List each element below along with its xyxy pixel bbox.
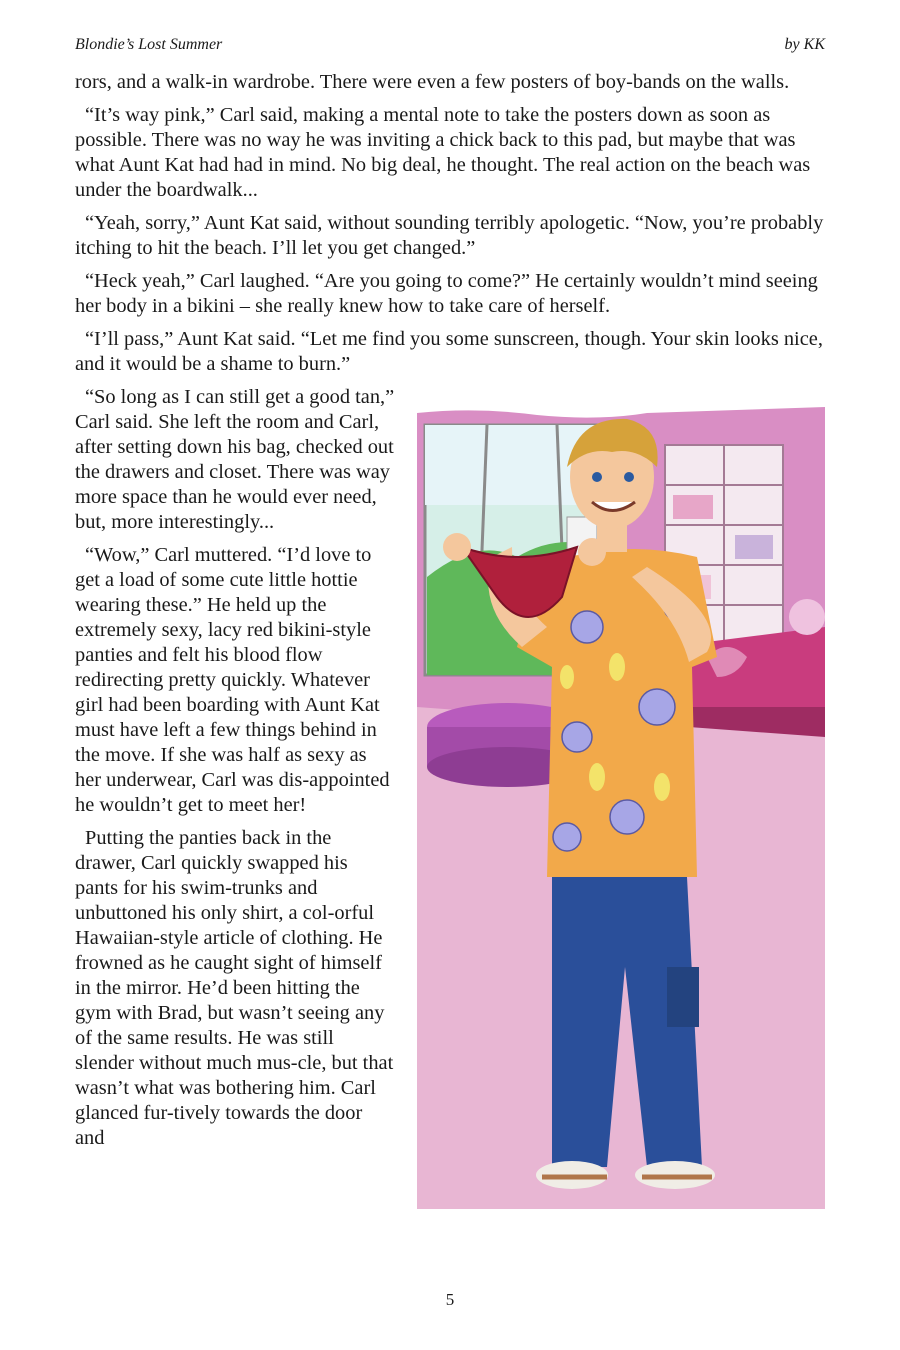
paragraph: “It’s way pink,” Carl said, making a mental note to take the posters down as soon as possible. There was no way he was inviting a chick back to this pad, but maybe that was what Aunt Kat had had in mind. No big deal, he thought. The real action on the beach was under the boardwalk... [75, 104, 811, 201]
illustration [417, 407, 825, 1209]
running-head [75, 36, 825, 60]
paragraph: Putting the panties back in the drawer, Carl quickly swapped his pants for his swim-trunks and unbuttoned his only shirt, a col-orful Hawaiian-style article of clothing. He frowned as he caught sight of himself in the mirror. He’d been hitting the gym with Brad, but wasn’t seeing any of the same results. He was still slender without much mus-cle, but that wasn’t what was bothering him. Carl glanced fur-tively towards the door and [75, 827, 394, 1149]
paragraph: “I’ll pass,” Aunt Kat said. “Let me find you some sunscreen, though. Your skin looks nice, and it would be a shame to burn.” [75, 328, 823, 375]
author-credit: by KK [784, 36, 825, 53]
paragraph: rors, and a walk-in wardrobe. There were even a few posters of boy-bands on the walls. [75, 71, 790, 93]
illustration-carl-in-pink-bedroom [417, 407, 825, 1209]
paragraph: “Heck yeah,” Carl laughed. “Are you going to come?” He certainly wouldn’t mind seeing her body in a bikini – she really knew how to take care of herself. [75, 270, 818, 317]
body-text [75, 70, 825, 1265]
paragraph: “So long as I can still get a good tan,” Carl said. She left the room and Carl, after setting down his bag, checked out the drawers and closet. There was way more space than he would ever need, but, more interestingly... [75, 386, 395, 533]
paragraph: “Yeah, sorry,” Aunt Kat said, without sounding terribly apologetic. “Now, you’re probably itching to hit the beach. I’ll let you get changed.” [75, 212, 824, 259]
paragraph: “Wow,” Carl muttered. “I’d love to get a load of some cute little hottie wearing these.” He held up the extremely sexy, lacy red bikini-style panties and felt his blood flow redirecting pretty quickly. Whatever girl had been boarding with Aunt Kat must have left a few things behind in the move. If she was half as sexy as her underwear, Carl was dis-appointed he wouldn’t get to meet her! [75, 544, 390, 816]
page-number: 5 [445, 1290, 455, 1309]
book-title: Blondie’s Lost Summer [75, 36, 223, 53]
